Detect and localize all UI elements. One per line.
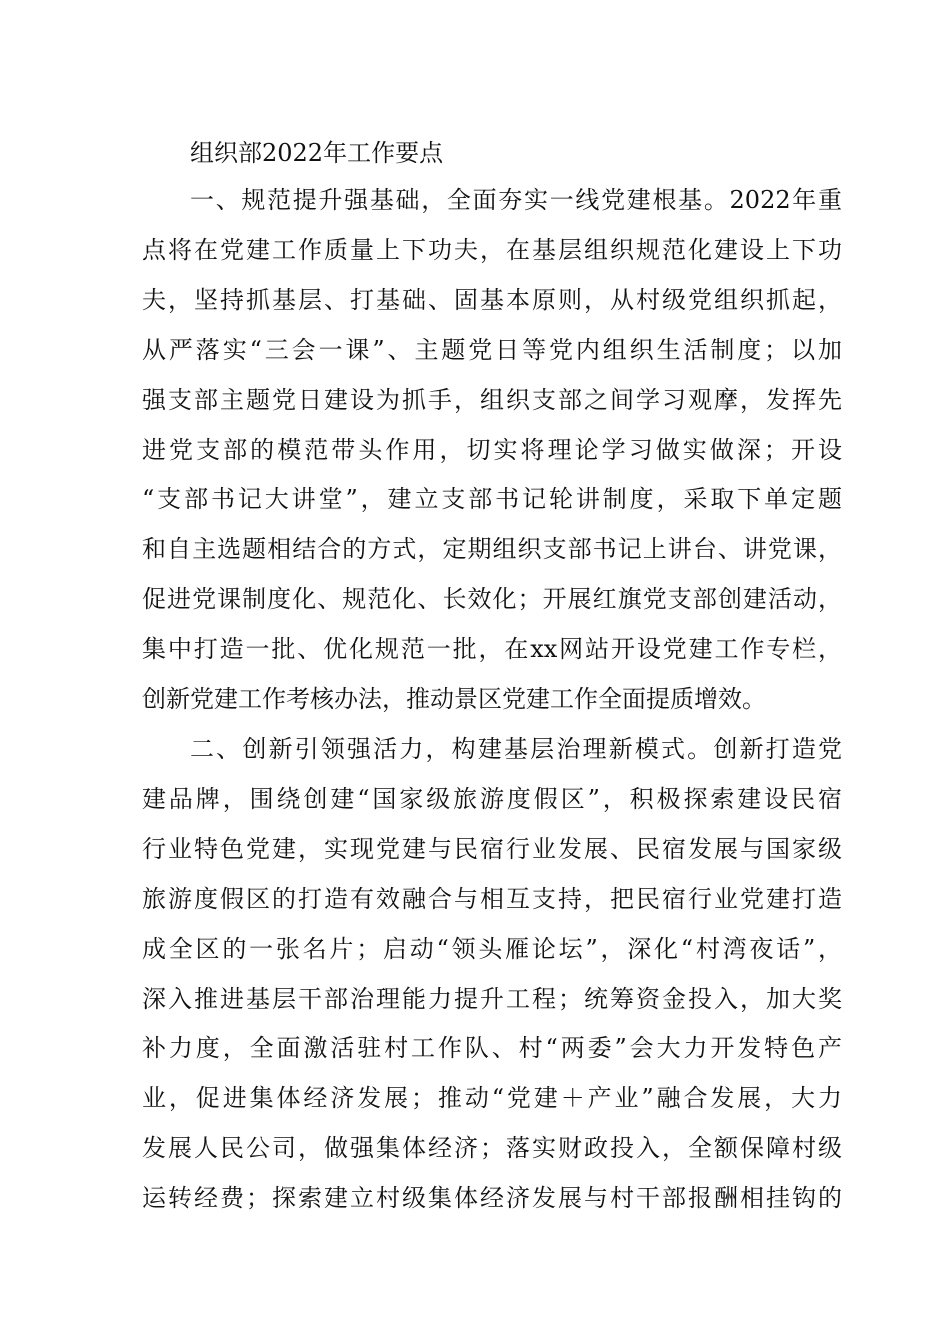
paragraph-line: 发展人民公司，做强集体经济；落实财政投入，全额保障村级	[142, 1134, 842, 1163]
paragraph-line: 业，促进集体经济发展；推动“党建＋产业”融合发展，大力	[142, 1084, 842, 1113]
paragraph-line: 补力度，全面激活驻村工作队、村“两委”会大力开发特色产	[142, 1034, 842, 1063]
paragraph-line: 点将在党建工作质量上下功夫，在基层组织规范化建设上下功	[142, 235, 842, 264]
paragraph-2	[142, 725, 842, 1224]
document-title: 组织部2022年工作要点	[190, 139, 444, 167]
paragraph-line: 强支部主题党日建设为抓手，组织支部之间学习观摩，发挥先	[142, 385, 842, 414]
paragraph-line: 创新党建工作考核办法，推动景区党建工作全面提质增效。	[142, 685, 766, 714]
paragraph-line: 二、创新引领强活力，构建基层治理新模式。创新打造党	[190, 735, 842, 763]
paragraph-line: 成全区的一张名片；启动“领头雁论坛”，深化“村湾夜话”，	[142, 934, 842, 963]
paragraph-line: “支部书记大讲堂”，建立支部书记轮讲制度，采取下单定题	[142, 485, 842, 514]
paragraph-line: 从严落实“三会一课”、主题党日等党内组织生活制度；以加	[142, 335, 842, 364]
paragraph-line: 运转经费；探索建立村级集体经济发展与村干部报酬相挂钩的	[142, 1184, 842, 1213]
paragraph-line: 深入推进基层干部治理能力提升工程；统筹资金投入，加大奖	[142, 984, 842, 1013]
paragraph-1	[142, 176, 842, 725]
paragraph-line: 集中打造一批、优化规范一批，在xx网站开设党建工作专栏，	[142, 635, 842, 664]
paragraph-line: 夫，坚持抓基层、打基础、固基本原则，从村级党组织抓起，	[142, 285, 842, 314]
paragraph-line: 建品牌，围绕创建“国家级旅游度假区”，积极探索建设民宿	[142, 784, 842, 813]
paragraph-line: 进党支部的模范带头作用，切实将理论学习做实做深；开设	[142, 435, 842, 464]
paragraph-line: 一、规范提升强基础，全面夯实一线党建根基。2022年重	[190, 186, 842, 214]
paragraph-line: 行业特色党建，实现党建与民宿行业发展、民宿发展与国家级	[142, 834, 842, 863]
paragraph-line: 促进党课制度化、规范化、长效化；开展红旗党支部创建活动，	[142, 585, 842, 614]
paragraph-line: 和自主选题相结合的方式，定期组织支部书记上讲台、讲党课，	[142, 535, 842, 564]
paragraph-line: 旅游度假区的打造有效融合与相互支持，把民宿行业党建打造	[142, 884, 842, 913]
